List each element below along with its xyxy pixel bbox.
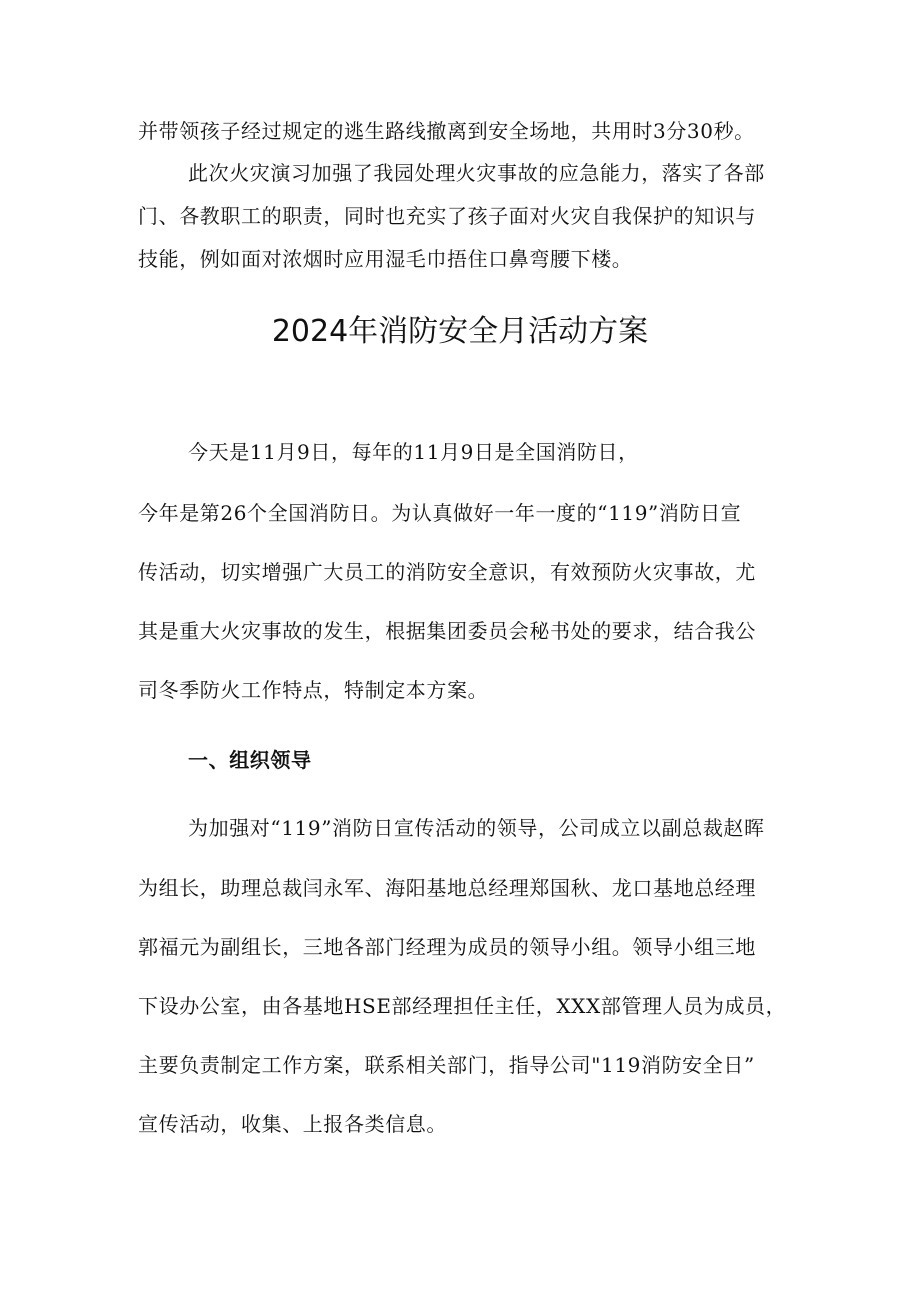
section-heading-organization: 一、组织领导 (188, 748, 312, 772)
para1-line-4: 其是重大火灾事故的发生，根据集团委员会秘书处的要求，结合我公 (138, 619, 756, 643)
intro-line-2: 此次火灾演习加强了我园处理火灾事故的应急能力，落实了各部 (188, 161, 765, 185)
para2-line-3: 郭福元为副组长，三地各部门经理为成员的领导小组。领导小组三地 (138, 935, 756, 959)
para2-line-4: 下设办公室，由各基地HSE部经理担任主任，XXX部管理人员为成员， (138, 994, 787, 1018)
para1-line-1: 今天是11月9日，每年的11月9日是全国消防日， (188, 440, 639, 464)
para1-line-5: 司冬季防火工作特点，特制定本方案。 (138, 678, 489, 702)
para2-line-2: 为组长，助理总裁闫永军、海阳基地总经理郑国秋、龙口基地总经理 (138, 876, 756, 900)
para2-line-5: 主要负责制定工作方案，联系相关部门，指导公司"119消防安全日” (138, 1053, 755, 1077)
document-title: 2024年消防安全月活动方案 (271, 314, 649, 349)
para2-line-1: 为加强对“119”消防日宣传活动的领导，公司成立以副总裁赵晖 (188, 816, 765, 840)
intro-line-4: 技能，例如面对浓烟时应用湿毛巾捂住口鼻弯腰下楼。 (138, 247, 633, 271)
para1-line-2: 今年是第26个全国消防日。为认真做好一年一度的“119”消防日宣 (138, 501, 742, 525)
para2-line-6: 宣传活动，收集、上报各类信息。 (138, 1112, 447, 1136)
para1-line-3: 传活动，切实增强广大员工的消防安全意识，有效预防火灾事故，尤 (138, 560, 756, 584)
intro-line-1: 并带领孩子经过规定的逃生路线撤离到安全场地，共用时3分30秒。 (138, 119, 755, 143)
intro-line-3: 门、各教职工的职责，同时也充实了孩子面对火灾自我保护的知识与 (138, 204, 756, 228)
